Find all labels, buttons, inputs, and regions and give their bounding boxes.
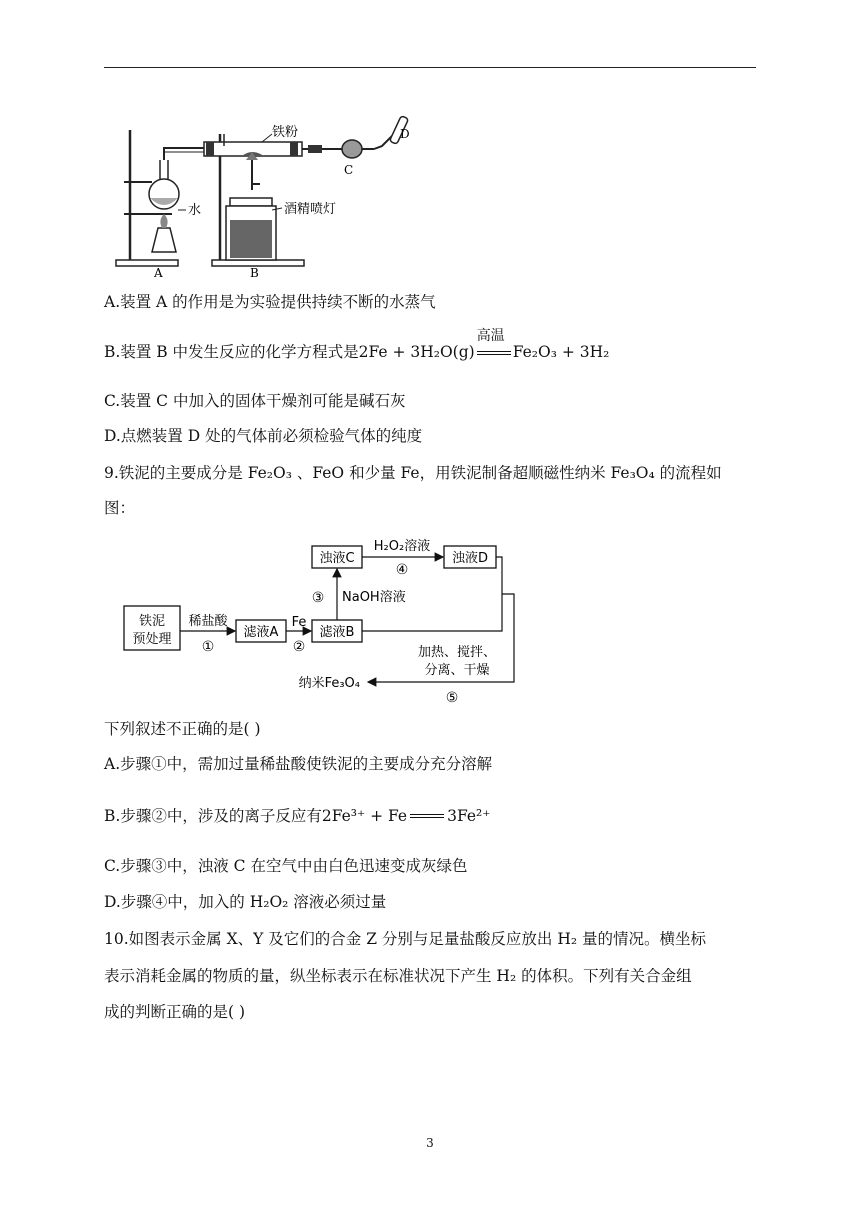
step-4: ④: [395, 562, 409, 578]
q9-ask: 下列叙述不正确的是( ): [104, 720, 261, 738]
q9-equals-sign: [407, 806, 447, 826]
reagent-3: NaOH溶液: [342, 590, 406, 605]
box-filtrate-b-label: 滤液B: [319, 625, 355, 640]
box-turbid-c-label: 浊液C: [319, 551, 355, 566]
q8-option-b-lhs: 2Fe + 3H₂O(g): [358, 343, 475, 361]
apparatus-figure: [112, 112, 422, 280]
q9-option-a: A.步骤①中，需加过量稀盐酸使铁泥的主要成分充分溶解: [104, 755, 493, 773]
q9-option-b-rhs: 3Fe²⁺: [447, 807, 491, 825]
q8-reaction-condition: [475, 328, 513, 362]
box-turbid-d-label: 浊液D: [451, 551, 489, 566]
q8-option-b-text: B.装置 B 中发生反应的化学方程式是: [104, 343, 359, 361]
label-d: D: [400, 127, 410, 141]
box-start-line1: 铁泥: [138, 614, 166, 629]
reagent-4: H₂O₂溶液: [373, 539, 431, 554]
label-iron-powder: 铁粉: [272, 125, 299, 140]
q10-line1: 10.如图表示金属 X、Y 及它们的合金 Z 分别与足量盐酸反应放出 H₂ 量的情况。横坐标: [104, 930, 706, 948]
box-start-line2: 预处理: [132, 632, 172, 647]
header-rule: [104, 67, 756, 68]
step-5: ⑤: [445, 690, 459, 706]
box-filtrate-a-label: 滤液A: [243, 625, 279, 640]
label-lamp: 酒精喷灯: [284, 202, 337, 217]
q8-option-d: D.点燃装置 D 处的气体前必须检验气体的纯度: [104, 427, 423, 445]
q8-option-b-rhs: Fe₂O₃ + 3H₂: [512, 343, 610, 361]
q10-line3: 成的判断正确的是( ): [104, 1003, 246, 1021]
q9-option-b: [104, 806, 490, 826]
q9-option-b-lhs: 2Fe³⁺ + Fe: [321, 807, 408, 825]
q9-stem-line2: 图：: [104, 499, 136, 517]
reagent-5-line1: 加热、搅拌、: [417, 645, 497, 660]
label-c: C: [344, 163, 354, 177]
reagent-1: 稀盐酸: [188, 614, 228, 629]
page-number: 3: [426, 1136, 434, 1150]
label-b: B: [250, 266, 259, 280]
q9-option-c: C.步骤③中，浊液 C 在空气中由白色迅速变成灰绿色: [104, 857, 468, 875]
step-1: ①: [201, 639, 215, 655]
q9-option-d: D.步骤④中，加入的 H₂O₂ 溶液必须过量: [104, 893, 387, 911]
q9-stem-line1: 9.铁泥的主要成分是 Fe₂O₃ 、FeO 和少量 Fe，用铁泥制备超顺磁性纳米 Fe₃O₄ 的流程如: [104, 464, 722, 482]
label-water: 水: [188, 203, 202, 218]
reagent-2: Fe: [291, 615, 307, 630]
q8-condition-label: 高温: [476, 328, 505, 344]
reagent-5-line2: 分离、干燥: [424, 663, 490, 678]
product: 纳米Fe₃O₄: [298, 676, 360, 691]
q9-option-b-text: B.步骤②中，涉及的离子反应有: [104, 807, 322, 825]
q9-flow-diagram: [122, 538, 522, 710]
step-3: ③: [311, 590, 325, 606]
q8-option-c: C.装置 C 中加入的固体干燥剂可能是碱石灰: [104, 392, 406, 410]
label-a: A: [154, 266, 163, 280]
q8-option-a: A.装置 A 的作用是为实验提供持续不断的水蒸气: [104, 293, 436, 311]
q8-option-b: [104, 328, 610, 362]
q10-line2: 表示消耗金属的物质的量，纵坐标表示在标准状况下产生 H₂ 的体积。下列有关合金组: [104, 967, 692, 985]
step-2: ②: [292, 639, 306, 655]
